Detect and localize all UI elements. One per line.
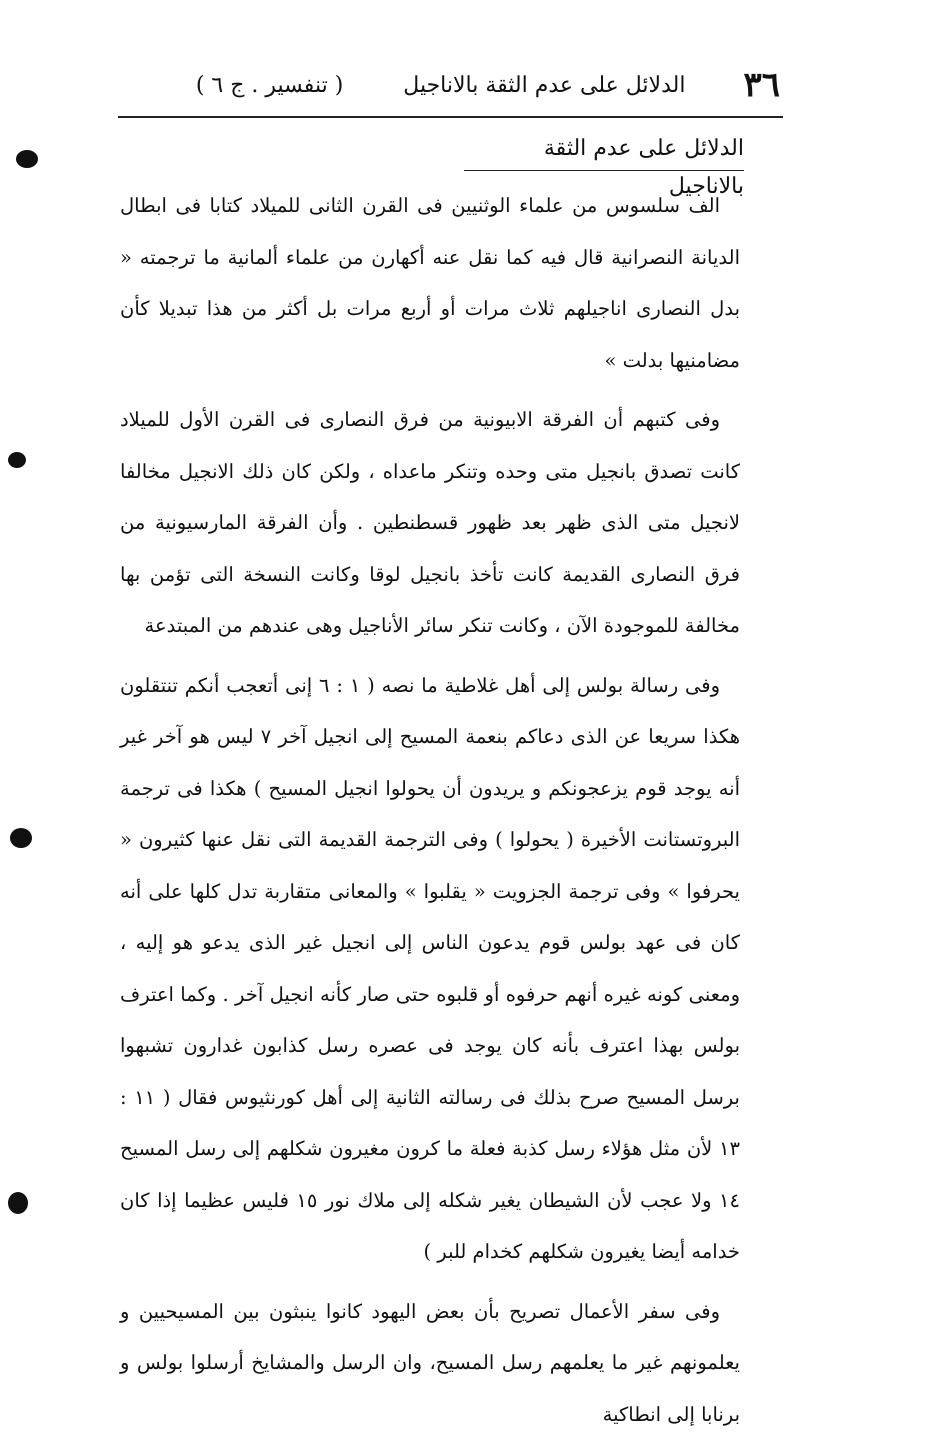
paragraph-4 [120,1286,740,1440]
paragraph-3-text: وفى رسالة بولس إلى أهل غلاطية ما نصه ( ١ : ٦ إنى أتعجب أنكم تنتقلون هكذا سريعا عن الذى دعاكم بنعمة المسيح إلى انجيل آخر ٧ ليس هو آخر غير أنه يوجد قوم يزعجونكم و يريدون أن يحولوا انجيل المسيح ) هكذا فى ترجمة البروتستانت الأخيرة ( يحولوا ) وفى الترجمة القديمة التى نقل عنها كثيرون « يحرفوا » وفى ترجمة الجزويت « يقلبوا » والمعانى متقاربة تدل كلها على أنه كان فى عهد بولس قوم يدعون الناس إلى انجيل غير الذى يدعو هو إليه ، ومعنى كونه غيره أنهم حرفوه أو قلبوه حتى صار كأنه انجيل آخر . وكما اعترف بولس بهذا اعترف بأنه كان يوجد فى عصره رسل كذابون غدارون تشبهوا برسل المسيح صرح بذلك فى رسالته الثانية إلى أهل كورنثيوس فقال ( ١١ : ١٣ لأن مثل هؤلاء رسل كذبة فعلة ما كرون مغيرون شكلهم إلى رسل المسيح ١٤ ولا عجب لأن الشيطان يغير شكله إلى ملاك نور ١٥ فليس عظيما إذا كان خدامه أيضا يغيرون شكلهم كخدام للبر ) [120,674,740,1264]
paragraph-2 [120,394,740,652]
scan-blot [8,452,26,468]
page-header [140,60,780,110]
header-divider [118,116,783,118]
scan-blot [16,150,38,168]
paragraph-4-text: وفى سفر الأعمال تصريح بأن بعض اليهود كانوا ينبثون بين المسيحيين و يعلمونهم غير ما يعلمهم رسل المسيح، وان الرسل والمشايخ أرسلوا بولس و برنابا إلى انطاكية [120,1300,740,1426]
scan-blot [8,1192,28,1214]
paragraph-1 [120,180,740,386]
page-number: ٣٦ [743,65,780,105]
paragraph-1-text: الف سلسوس من علماء الوثنيين فى القرن الثانى للميلاد كتابا فى ابطال الديانة النصرانية قال فيه كما نقل عنه أكهارن من علماء ألمانية ما ترجمته « بدل النصارى اناجيلهم ثلاث مرات أو أربع مرات بل أكثر من هذا تبديلا كأن مضامنيها بدلت » [120,194,740,372]
section-title: الدلائل على عدم الثقة بالاناجيل [464,130,744,171]
body-text [120,180,740,1440]
paragraph-2-text: وفى كتبهم أن الفرقة الابيونية من فرق النصارى فى القرن الأول للميلاد كانت تصدق بانجيل متى وحده وتنكر ماعداه ، ولكن كان ذلك الانجيل مخالفا لانجيل متى الذى ظهر بعد ظهور قسطنطين . وأن الفرقة المارسيونية من فرق النصارى القديمة كانت تأخذ بانجيل لوقا وكانت النسخة التى تؤمن بها مخالفة للموجودة الآن ، وكانت تنكر سائر الأناجيل وهى عندهم من المبتدعة [120,408,740,637]
scan-blot [10,828,32,848]
running-title: الدلائل على عدم الثقة بالاناجيل [403,73,685,98]
running-reference: ( تنفسير . ج ٦ ) [196,73,343,98]
paragraph-3 [120,660,740,1278]
